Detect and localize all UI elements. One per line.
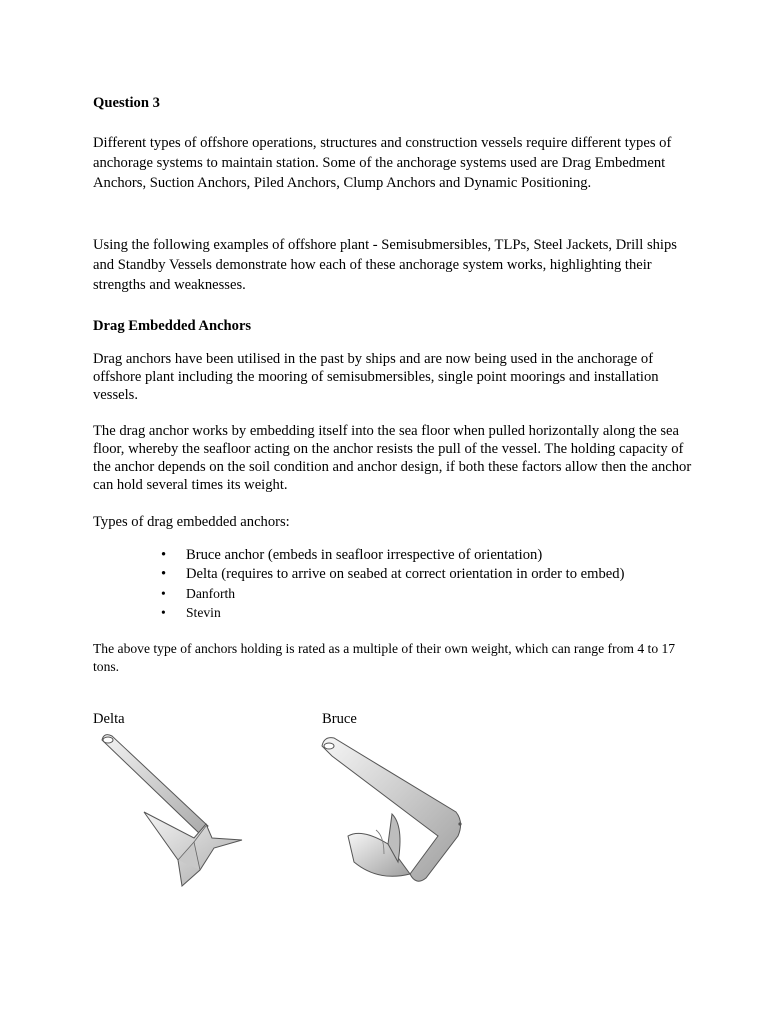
list-item: • Bruce anchor (embeds in seafloor irrespective of orientation) [161,547,543,563]
mechanism-paragraph: The drag anchor works by embedding itself into the sea floor when pulled horizontally along the sea floor, whereby the seafloor acting on the anchor resists the pull of the vessel. The holding capacity of the anchor depends on the soil condition and anchor design, if both these factors allow then the anchor can hold several times its weight. [93,423,692,493]
list-item: • Stevin [161,605,221,620]
intro-paragraph: Different types of offshore operations, structures and construction vessels require different types of anchorage systems to maintain station. Some of the anchorage systems used are Drag Embedment Anchors, Suction Anchors, Piled Anchors, Clump Anchors and Dynamic Positioning. [93,135,672,191]
delta-label: Delta [93,711,125,727]
task-paragraph: Using the following examples of offshore plant - Semisubmersibles, TLPs, Steel Jackets, Drill ships and Standby Vessels demonstrate how each of these anchorage system works, highlighting their strengths and weaknesses. [93,237,677,293]
bullet-glyph: • [161,605,166,620]
anchor-types-list [161,546,706,622]
usage-paragraph: Drag anchors have been utilised in the past by ships and are now being used in the anchorage of offshore plant including the mooring of semisubmersibles, single point moorings and installation vessels. [93,351,659,403]
delta-anchor-illustration [96,730,246,890]
question-heading: Question 3 [93,95,160,111]
bruce-anchor-illustration [318,732,468,892]
bullet-glyph: • [161,566,167,582]
list-item: • Delta (requires to arrive on seabed at correct orientation in order to embed) [161,566,625,582]
list-item: • Danforth [161,586,236,601]
rating-paragraph: The above type of anchors holding is rated as a multiple of their own weight, which can range from 4 to 17 tons. [93,641,676,674]
bruce-label: Bruce [322,711,357,727]
types-intro: Types of drag embedded anchors: [93,514,290,530]
section-heading: Drag Embedded Anchors [93,318,252,334]
bullet-glyph: • [161,547,167,563]
bullet-glyph: • [161,586,166,601]
